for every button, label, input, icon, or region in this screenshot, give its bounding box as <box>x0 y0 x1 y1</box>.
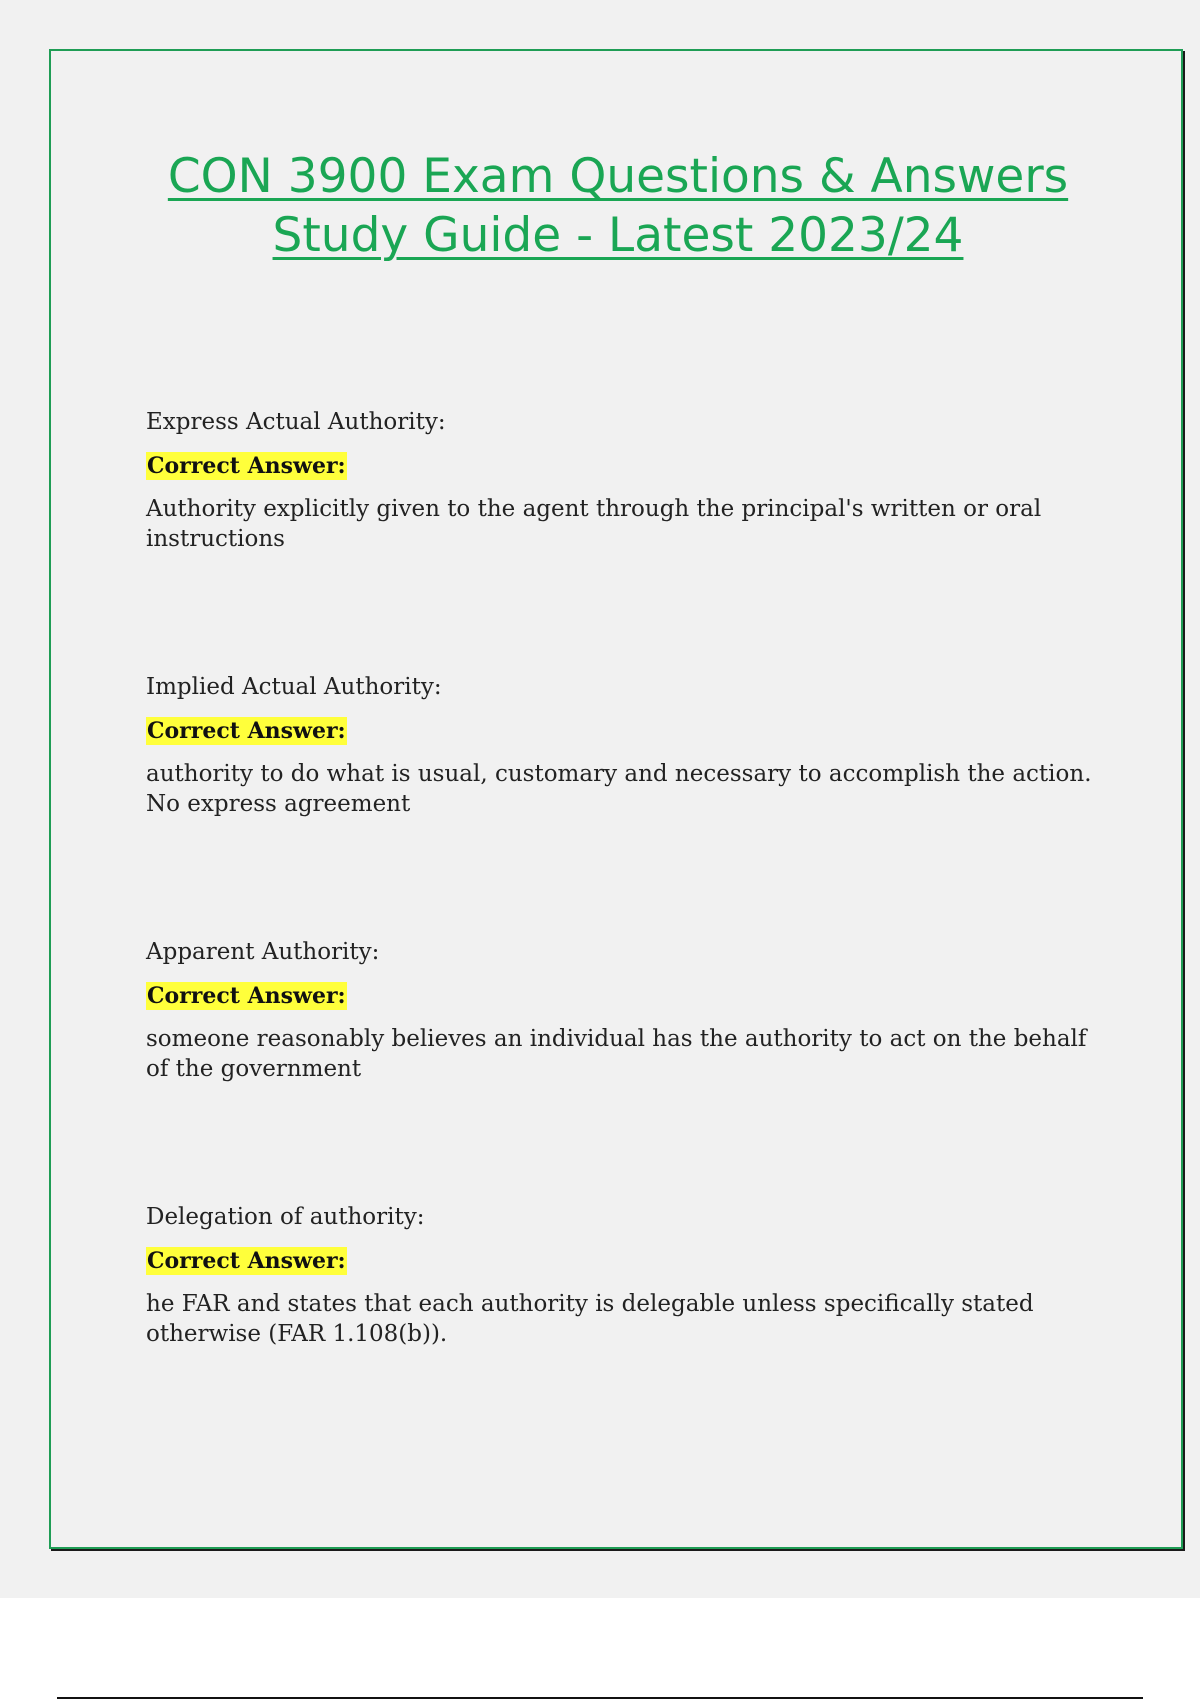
qa-item-apparent-authority <box>146 937 1106 1084</box>
correct-answer-label: Correct Answer: <box>147 983 346 1009</box>
correct-answer-label: Correct Answer: <box>147 1248 346 1274</box>
title-line-2: Study Guide - Latest 2023/24 <box>272 208 964 263</box>
document-frame <box>49 49 1183 1549</box>
question-text: Delegation of authority: <box>146 1204 425 1230</box>
answer-text: Authority explicitly given to the agent through the principal's written or oral instructions <box>146 496 1042 552</box>
question-text: Implied Actual Authority: <box>146 674 442 700</box>
correct-answer-label: Correct Answer: <box>147 718 346 744</box>
answer-text: he FAR and states that each authority is delegable unless specifically stated otherwise (FAR 1.108(b)). <box>146 1291 1034 1347</box>
document-title <box>51 147 1185 265</box>
qa-item-implied-actual-authority <box>146 672 1106 819</box>
question-text: Apparent Authority: <box>146 939 380 965</box>
qa-item-express-actual-authority <box>146 407 1106 554</box>
footer-divider <box>57 1697 1143 1699</box>
correct-answer-label: Correct Answer: <box>147 453 346 479</box>
answer-text: authority to do what is usual, customary and necessary to accomplish the action. No express agreement <box>146 761 1092 817</box>
title-line-1: CON 3900 Exam Questions & Answers <box>167 149 1069 204</box>
question-text: Express Actual Authority: <box>146 409 446 435</box>
qa-item-delegation-of-authority <box>146 1202 1106 1349</box>
answer-text: someone reasonably believes an individual has the authority to act on the behalf of the government <box>146 1026 1087 1082</box>
